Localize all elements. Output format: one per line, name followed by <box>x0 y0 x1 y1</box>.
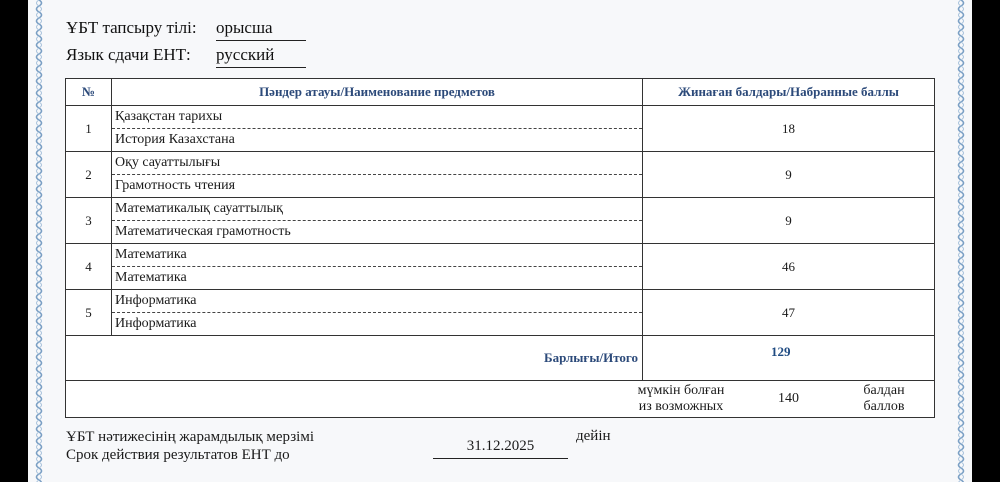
validity-suffix: дейін <box>576 428 611 444</box>
total-row <box>66 336 935 381</box>
possible-value: 140 <box>778 391 799 406</box>
row-points: 47 <box>643 290 935 336</box>
subject-kz: Қазақстан тарихы <box>112 106 642 129</box>
exam-language-kz-label: ҰБТ тапсыру тілі: <box>66 18 197 37</box>
header-num: № <box>66 79 112 106</box>
subject-ru: Грамотность чтения <box>115 178 236 193</box>
row-subject <box>112 198 643 244</box>
possible-prefix <box>626 383 736 415</box>
underline <box>216 67 306 68</box>
possible-prefix-kz: мүмкін болған <box>637 383 725 398</box>
row-points: 18 <box>643 106 935 152</box>
possible-row <box>66 381 935 418</box>
row-points: 9 <box>643 152 935 198</box>
row-num: 1 <box>66 106 112 152</box>
row-subject <box>112 106 643 152</box>
row-num: 5 <box>66 290 112 336</box>
subject-ru: Математика <box>115 270 187 285</box>
row-subject <box>112 290 643 336</box>
scores-table <box>65 78 935 418</box>
exam-language-ru-label: Язык сдачи ЕНТ: <box>66 45 191 64</box>
row-subject <box>112 244 643 290</box>
possible-prefix-ru: из возможных <box>638 399 724 414</box>
header-points: Жинаған балдары/Набранные баллы <box>643 79 935 106</box>
possible-suffix-ru: баллов <box>863 399 905 414</box>
subject-ru: Информатика <box>115 316 197 331</box>
exam-language-kz <box>66 18 273 38</box>
validity-labels <box>66 428 314 464</box>
subject-kz: Информатика <box>112 290 642 313</box>
possible-suffix-kz: балдан <box>863 383 905 398</box>
table-row <box>66 152 935 198</box>
header-subject: Пәндер атауы/Наименование предметов <box>112 79 643 106</box>
total-label: Барлығы/Итого <box>66 336 643 381</box>
row-points: 9 <box>643 198 935 244</box>
subject-ru: Математическая грамотность <box>115 224 291 239</box>
exam-language-ru <box>66 45 275 65</box>
subject-kz: Математикалық сауаттылық <box>112 198 642 221</box>
row-subject <box>112 152 643 198</box>
possible-suffix <box>854 383 914 415</box>
validity-label-kz: ҰБТ нәтижесінің жарамдылық мерзімі <box>66 429 314 445</box>
table-header-row <box>66 79 935 106</box>
row-num: 4 <box>66 244 112 290</box>
table-row <box>66 290 935 336</box>
exam-language-ru-value: русский <box>216 45 275 64</box>
subject-ru: История Казахстана <box>115 132 235 147</box>
row-num: 3 <box>66 198 112 244</box>
exam-language-kz-value: орысша <box>216 18 273 37</box>
subject-kz: Математика <box>112 244 642 267</box>
ornamental-border-right <box>954 0 968 482</box>
ornamental-border-left <box>32 0 46 482</box>
possible-cell <box>66 381 935 418</box>
total-value <box>643 336 935 381</box>
validity-underline <box>433 458 568 459</box>
row-points: 46 <box>643 244 935 290</box>
table-row <box>66 106 935 152</box>
certificate-sheet <box>28 0 972 482</box>
table-row <box>66 244 935 290</box>
validity-label-ru: Срок действия результатов ЕНТ до <box>66 447 290 463</box>
total-value-text: 129 <box>771 344 791 359</box>
underline <box>216 40 306 41</box>
row-num: 2 <box>66 152 112 198</box>
table-row <box>66 198 935 244</box>
subject-kz: Оқу сауаттылығы <box>112 152 642 175</box>
validity-date: 31.12.2025 <box>466 438 535 454</box>
